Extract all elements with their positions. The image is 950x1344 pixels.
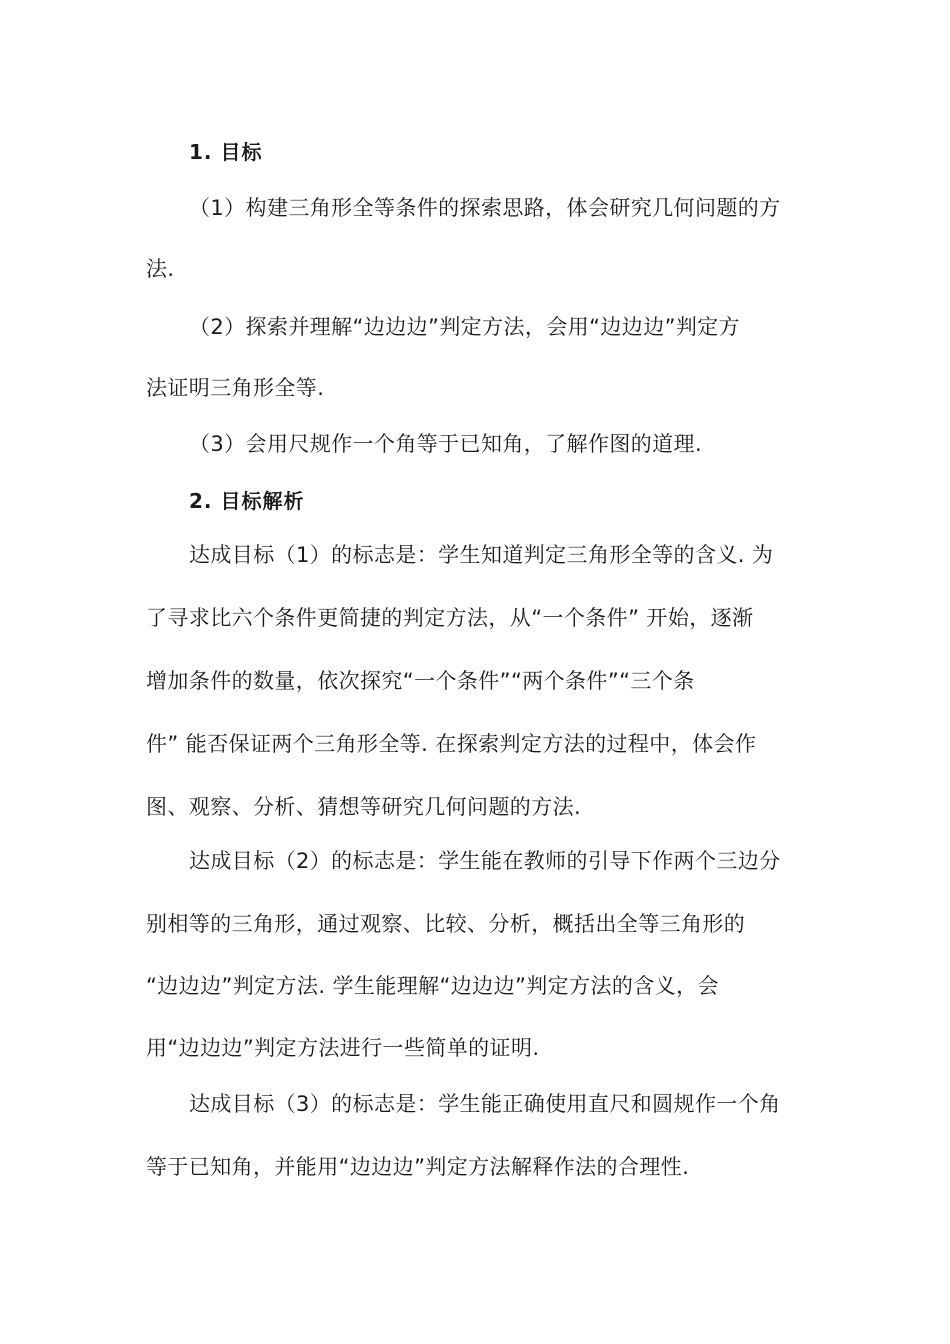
analysis-1-line-2: 了寻求比六个条件更简捷的判定方法，从“一个条件” 开始，逐渐 xyxy=(146,606,754,630)
analysis-2-line-1: 达成目标（2）的标志是：学生能在教师的引导下作两个三边分 xyxy=(189,849,781,873)
analysis-1-line-4: 件” 能否保证两个三角形全等. 在探索判定方法的过程中，体会作 xyxy=(146,732,757,756)
analysis-2-line-2: 别相等的三角形，通过观察、比较、分析，概括出全等三角形的 xyxy=(146,912,746,936)
analysis-2-line-3: “边边边”判定方法. 学生能理解“边边边”判定方法的含义，会 xyxy=(146,974,719,998)
analysis-2-line-4: 用“边边边”判定方法进行一些简单的证明. xyxy=(146,1036,540,1060)
section-2-heading: 2. 目标解析 xyxy=(189,489,305,513)
analysis-3-line-1: 达成目标（3）的标志是：学生能正确使用直尺和圆规作一个角 xyxy=(189,1092,781,1116)
objective-2-line-1: （2）探索并理解“边边边”判定方法，会用“边边边”判定方 xyxy=(189,315,741,339)
analysis-3-line-2: 等于已知角，并能用“边边边”判定方法解释作法的合理性. xyxy=(146,1155,690,1179)
objective-1-line-2: 法. xyxy=(146,257,175,281)
objective-3-line-1: （3）会用尺规作一个角等于已知角，了解作图的道理. xyxy=(189,432,703,456)
section-1-heading: 1. 目标 xyxy=(189,140,263,164)
objective-2-line-2: 法证明三角形全等. xyxy=(146,376,325,400)
objective-1-line-1: （1）构建三角形全等条件的探索思路，体会研究几何问题的方 xyxy=(189,196,781,220)
analysis-1-line-3: 增加条件的数量，依次探究“一个条件”“两个条件”“三个条 xyxy=(146,669,695,693)
analysis-1-line-5: 图、观察、分析、猜想等研究几何问题的方法. xyxy=(146,795,582,819)
analysis-1-line-1: 达成目标（1）的标志是：学生知道判定三角形全等的含义. 为 xyxy=(189,543,774,567)
